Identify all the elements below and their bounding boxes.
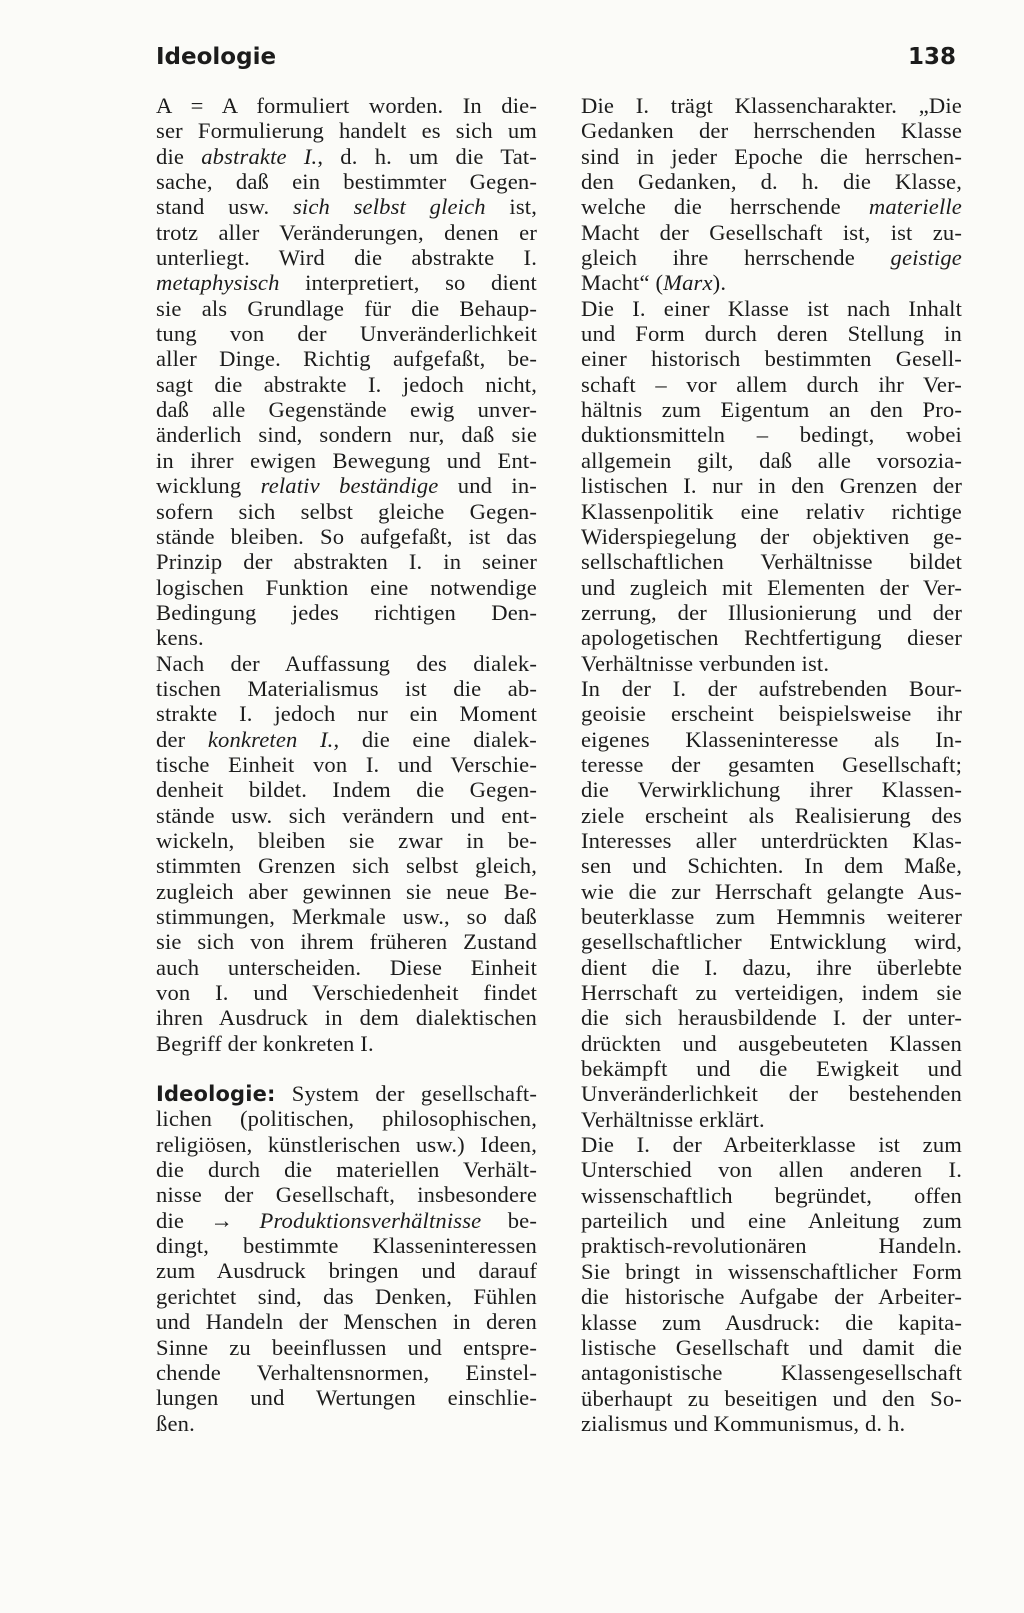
text-line: logischen Funktion eine notwendige	[156, 574, 537, 600]
text-line: Unveränderlichkeit der bestehenden	[581, 1081, 962, 1107]
text-line: denheit bildet. Indem die Gegen-	[156, 777, 537, 803]
text-line: und zugleich mit Elementen der Ver-	[581, 574, 962, 600]
text-line: hältnis zum Eigentum an den Pro-	[581, 397, 962, 423]
text-line: ser Formulierung handelt es sich um	[156, 118, 537, 144]
text-line: metaphysisch interpretiert, so dient	[156, 270, 537, 296]
text-line: gesellschaftlicher Entwicklung wird,	[581, 929, 962, 955]
text-line: Prinzip der abstrakten I. in seiner	[156, 549, 537, 575]
text-line: Gedanken der herrschenden Klasse	[581, 118, 962, 144]
text-line: bekämpft und die Ewigkeit und	[581, 1056, 962, 1082]
text-line: sen und Schichten. In dem Maße,	[581, 853, 962, 879]
text-line: tischen Materialismus ist die ab-	[156, 675, 537, 701]
text-line: gerichtet sind, das Denken, Fühlen	[156, 1283, 537, 1309]
text-line: A = A formuliert worden. In die-	[156, 93, 537, 118]
text-line: einer historisch bestimmten Gesell-	[581, 346, 962, 372]
text-line: in ihrer ewigen Bewegung und Ent-	[156, 447, 537, 473]
text-line: die → Produktionsverhältnisse be-	[156, 1207, 537, 1233]
text-line: Die I. der Arbeiterklasse ist zum	[581, 1132, 962, 1158]
text-line: trotz aller Veränderungen, denen er	[156, 219, 537, 245]
text-line: religiösen, künstlerischen usw.) Ideen,	[156, 1131, 537, 1157]
text-line: dingt, bestimmte Klasseninteressen	[156, 1233, 537, 1259]
text-line: wissenschaftlich begründet, offen	[581, 1182, 962, 1208]
text-line: praktisch-revolutionären Handeln.	[581, 1233, 962, 1259]
text-line: sie als Grundlage für die Behaup-	[156, 295, 537, 321]
text-line: teresse der gesamten Gesellschaft;	[581, 751, 962, 777]
text-line: den Gedanken, d. h. die Klasse,	[581, 169, 962, 195]
text-line: strakte I. jedoch nur ein Moment	[156, 701, 537, 727]
text-line: von I. und Verschiedenheit findet	[156, 980, 537, 1006]
text-line: Sinne zu beeinflussen und entspre-	[156, 1334, 537, 1360]
text-line: die historische Aufgabe der Arbeiter-	[581, 1284, 962, 1310]
text-line: beuterklasse zum Hemmnis weiterer	[581, 904, 962, 929]
text-line: Interesses aller unterdrückten Klas-	[581, 827, 962, 853]
text-line: Bedingung jedes richtigen Den-	[156, 599, 537, 625]
italic-term: abstrakte I.	[201, 143, 318, 169]
text-line: und Form durch deren Stellung in	[581, 321, 962, 347]
text-line: eigenes Klasseninteresse als In-	[581, 726, 962, 752]
text-line: chende Verhaltensnormen, Einstel-	[156, 1359, 537, 1385]
text-line: zum Ausdruck bringen und darauf	[156, 1258, 537, 1284]
text-line: auch unterscheiden. Diese Einheit	[156, 954, 537, 980]
text-line: lichen (politischen, philosophischen,	[156, 1106, 537, 1132]
text-line: drückten und ausgebeuteten Klassen	[581, 1030, 962, 1056]
text-line: Unterschied von allen anderen I.	[581, 1157, 962, 1183]
page-title: Ideologie	[156, 44, 277, 70]
italic-term: relativ beständige	[260, 473, 439, 499]
identity-article-continuation	[156, 93, 537, 1056]
italic-term: geistige	[890, 245, 962, 271]
text-line: sagt die abstrakte I. jedoch nicht,	[156, 371, 537, 397]
text-line: Herrschaft zu verteidigen, indem sie	[581, 980, 962, 1006]
italic-term: Marx	[663, 270, 713, 296]
text-line: sie sich von ihrem früheren Zustand	[156, 929, 537, 955]
text-line: die durch die materiellen Verhält-	[156, 1157, 537, 1183]
text-line: ihren Ausdruck in dem dialektischen	[156, 1005, 537, 1031]
italic-term: sich selbst gleich	[292, 194, 486, 220]
text-line: sache, daß ein bestimmter Gegen-	[156, 169, 537, 195]
italic-term: konkreten I.	[207, 726, 334, 752]
text-line: antagonistische Klassengesellschaft	[581, 1360, 962, 1386]
text-line: gleich ihre herrschende geistige	[581, 245, 962, 271]
text-line: zerrung, der Illusionierung und der	[581, 599, 962, 625]
running-head	[156, 36, 956, 76]
italic-term: materielle	[868, 194, 962, 220]
text-line: zugleich aber gewinnen sie neue Be-	[156, 878, 537, 904]
text-line: Die I. trägt Klassencharakter. „Die	[581, 93, 962, 118]
text-line: Macht der Gesellschaft ist, ist zu-	[581, 219, 962, 245]
ideologie-entry-continuation	[581, 93, 962, 1436]
entry-separator	[156, 1056, 537, 1081]
text-line: Begriff der konkreten I.	[156, 1030, 374, 1056]
text-line: ßen.	[156, 1410, 195, 1436]
text-line: die sich herausbildende I. der unter-	[581, 1005, 962, 1031]
text-line: tung von der Unveränderlichkeit	[156, 321, 537, 347]
text-line: aller Dinge. Richtig aufgefaßt, be-	[156, 346, 537, 372]
text-line: die abstrakte I., d. h. um die Tat-	[156, 143, 537, 169]
text-line: unterliegt. Wird die abstrakte I.	[156, 245, 537, 271]
text-line: Die I. einer Klasse ist nach Inhalt	[581, 295, 962, 321]
text-line: die Verwirklichung ihrer Klassen-	[581, 777, 962, 803]
ideologie-entry	[156, 1081, 537, 1436]
text-line: sofern sich selbst gleiche Gegen-	[156, 498, 537, 524]
text-line: listische Gesellschaft und damit die	[581, 1334, 962, 1360]
text-line: Nach der Auffassung des dialek-	[156, 650, 537, 676]
text-line: stimmten Grenzen sich selbst gleich,	[156, 853, 537, 879]
text-line: geoisie erscheint beispielsweise ihr	[581, 701, 962, 727]
text-line: nisse der Gesellschaft, insbesondere	[156, 1182, 537, 1208]
text-line: Verhältnisse erklärt.	[581, 1106, 765, 1132]
text-line: wicklung relativ beständige und in-	[156, 473, 537, 499]
text-line: überhaupt zu beseitigen und den So-	[581, 1385, 962, 1411]
text-line: wickeln, bleiben sie zwar in be-	[156, 827, 537, 853]
text-line: tische Einheit von I. und Verschie-	[156, 751, 537, 777]
text-line: lungen und Wertungen einschlie-	[156, 1385, 537, 1411]
text-line: Klassenpolitik eine relativ richtige	[581, 498, 962, 524]
text-line: In der I. der aufstrebenden Bour-	[581, 675, 962, 701]
text-line: welche die herrschende materielle	[581, 194, 962, 220]
text-line: und Handeln der Menschen in deren	[156, 1309, 537, 1335]
text-line: listischen I. nur in den Grenzen der	[581, 473, 962, 499]
text-line: Sie bringt in wissenschaftlicher Form	[581, 1258, 962, 1284]
text-line: stände bleiben. So aufgefaßt, ist das	[156, 523, 537, 549]
text-line: Macht“ (Marx).	[581, 270, 727, 296]
text-line: allgemein gilt, daß alle vorsozia-	[581, 447, 962, 473]
text-line: daß alle Gegenstände ewig unver-	[156, 397, 537, 423]
right-column	[581, 93, 962, 1436]
text-line: parteilich und eine Anleitung zum	[581, 1208, 962, 1234]
text-line: klasse zum Ausdruck: die kapita-	[581, 1309, 962, 1335]
text-line: sind in jeder Epoche die herrschen-	[581, 143, 962, 169]
text-line: stimmungen, Merkmale usw., so daß	[156, 904, 537, 929]
text-line: duktionsmitteln – bedingt, wobei	[581, 422, 962, 448]
text-line: der konkreten I., die eine dialek-	[156, 726, 537, 752]
text-line: stand usw. sich selbst gleich ist,	[156, 194, 537, 220]
text-line: kens.	[156, 625, 204, 651]
text-line: sellschaftlichen Verhältnisse bildet	[581, 549, 962, 575]
italic-term: Produktionsverhältnisse	[259, 1207, 482, 1233]
text-line: schaft – vor allem durch ihr Ver-	[581, 371, 962, 397]
text-line: ziele erscheint als Realisierung des	[581, 802, 962, 828]
entry-heading: Ideologie:	[156, 1082, 276, 1107]
page-number: 138	[907, 44, 956, 70]
text-line: Verhältnisse verbunden ist.	[581, 650, 830, 676]
text-line: apologetischen Rechtfertigung dieser	[581, 625, 962, 651]
italic-term: metaphysisch	[156, 270, 280, 296]
text-line: Widerspiegelung der objektiven ge-	[581, 523, 962, 549]
left-column	[156, 93, 537, 1436]
text-line: zialismus und Kommunismus, d. h.	[581, 1410, 906, 1436]
text-line: änderlich sind, sondern nur, daß sie	[156, 422, 537, 448]
text-line: dient die I. dazu, ihre überlebte	[581, 954, 962, 980]
text-line: stände usw. sich verändern und ent-	[156, 802, 537, 828]
text-line: Ideologie: System der gesellschaft-	[156, 1081, 537, 1107]
text-line: wie die zur Herrschaft gelangte Aus-	[581, 878, 962, 904]
